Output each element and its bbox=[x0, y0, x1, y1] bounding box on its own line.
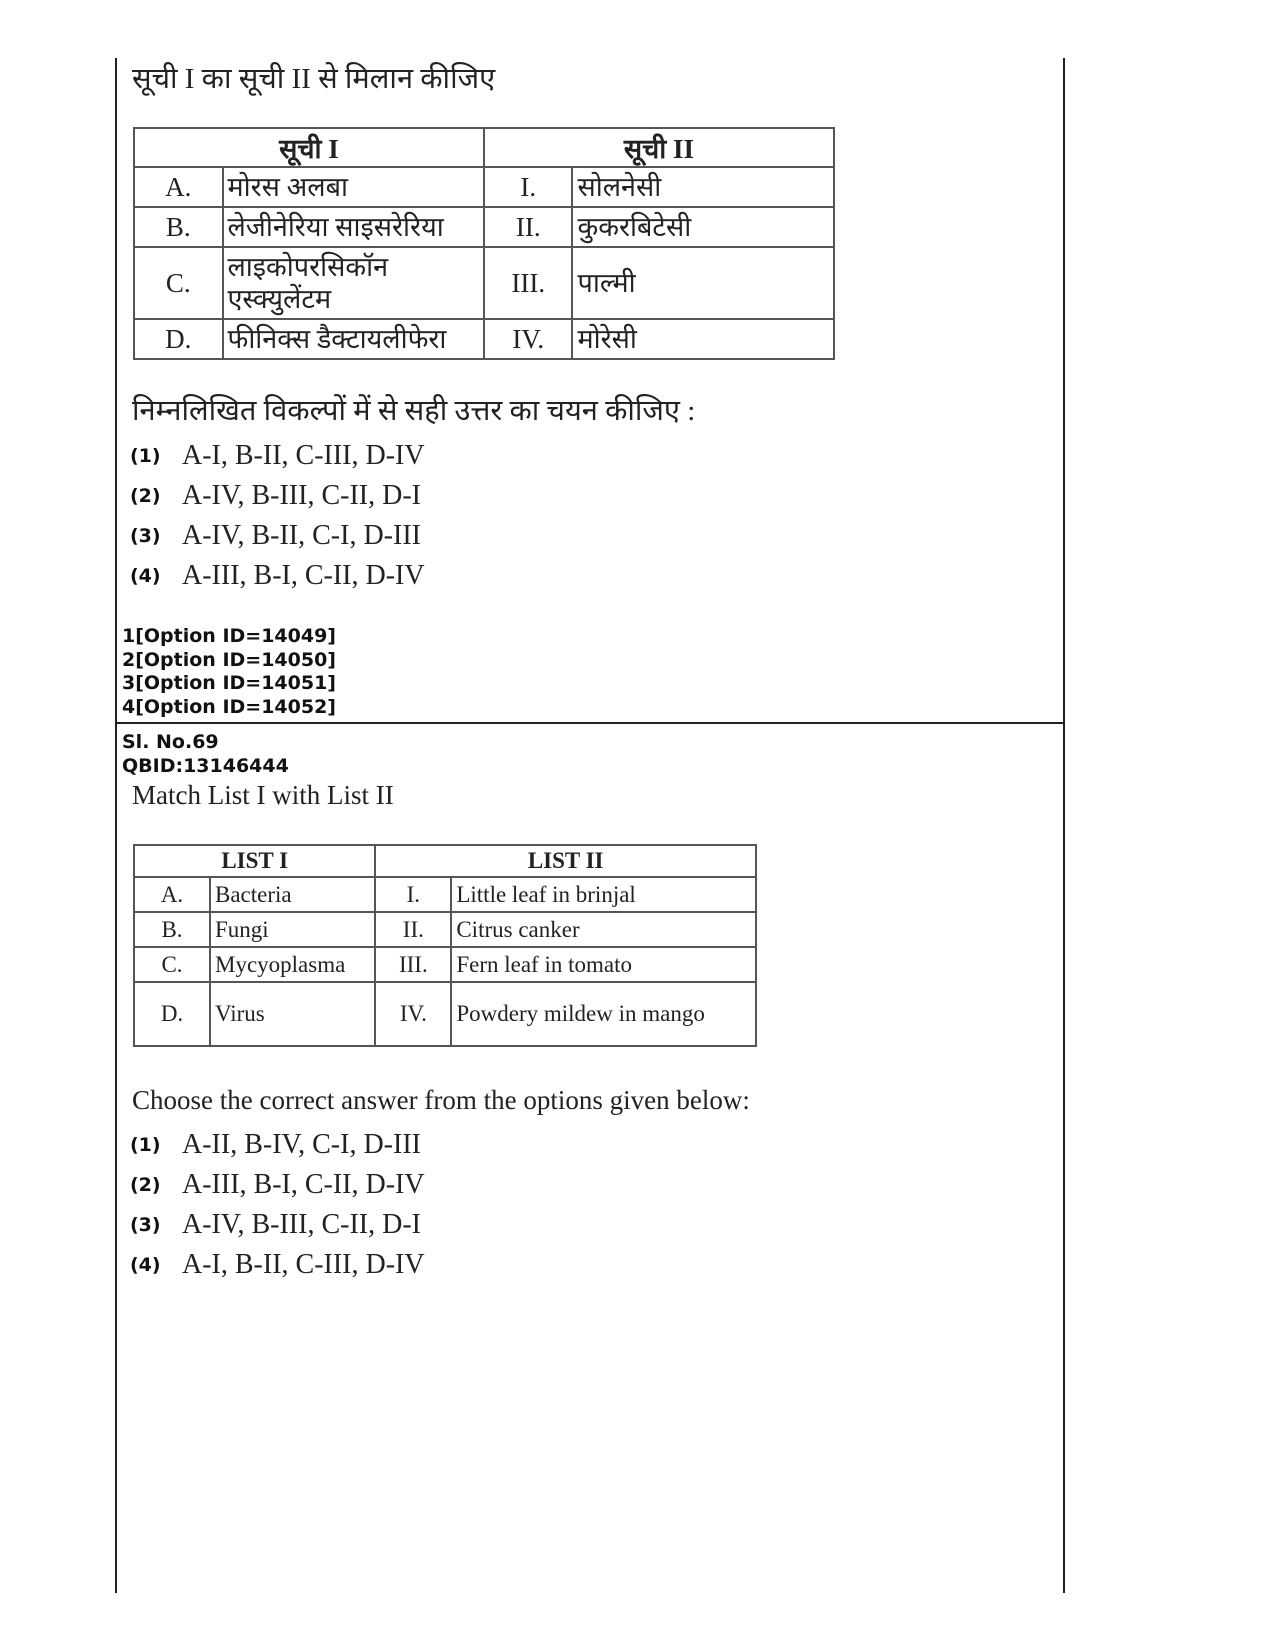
option-text: A-III, B-I, C-II, D-IV bbox=[182, 560, 425, 591]
table-header-row bbox=[134, 845, 756, 877]
option-2[interactable] bbox=[130, 1165, 425, 1205]
list-2-label: IV. bbox=[484, 319, 573, 359]
list-2-header: LIST II bbox=[375, 845, 756, 877]
table-row bbox=[134, 207, 834, 247]
option-number: (2) bbox=[130, 1174, 161, 1196]
list-2-label: II. bbox=[484, 207, 573, 247]
list-1-label: D. bbox=[134, 982, 210, 1046]
option-text: A-III, B-I, C-II, D-IV bbox=[182, 1169, 425, 1200]
list-2-item: सोलनेसी bbox=[572, 167, 834, 207]
q68-options bbox=[130, 436, 425, 596]
list-1-item: Mycyoplasma bbox=[210, 947, 375, 982]
option-id: 2[Option ID=14050] bbox=[122, 648, 336, 671]
q68-instruction: सूची I का सूची II से मिलान कीजिए bbox=[132, 63, 496, 95]
list-1-label: B. bbox=[134, 912, 210, 947]
q68-choose-text: निम्नलिखित विकल्पों में से सही उत्तर का चयन कीजिए : bbox=[132, 395, 696, 427]
list-1-item: लेजीनेरिया साइसरेरिया bbox=[223, 207, 484, 247]
list-2-label: III. bbox=[375, 947, 451, 982]
table-header-row bbox=[134, 128, 834, 167]
table-row bbox=[134, 877, 756, 912]
qbid: QBID:13146444 bbox=[122, 754, 289, 777]
list-2-item: मोरेसी bbox=[572, 319, 834, 359]
table-row bbox=[134, 947, 756, 982]
list-1-label: C. bbox=[134, 247, 223, 319]
option-id: 3[Option ID=14051] bbox=[122, 672, 336, 694]
option-number: (3) bbox=[130, 1214, 161, 1236]
list-2-item: Citrus canker bbox=[451, 912, 756, 947]
table-row bbox=[134, 982, 756, 1046]
option-text: A-I, B-II, C-III, D-IV bbox=[182, 1249, 425, 1280]
q68-match-table bbox=[133, 127, 835, 360]
option-text: A-I, B-II, C-III, D-IV bbox=[182, 440, 425, 471]
option-3[interactable] bbox=[130, 516, 425, 556]
option-2[interactable] bbox=[130, 476, 425, 516]
table-row bbox=[134, 247, 834, 319]
list-2-label: IV. bbox=[375, 982, 451, 1046]
serial-number: Sl. No.69 bbox=[122, 731, 219, 753]
list-1-label: C. bbox=[134, 947, 210, 982]
option-text: A-IV, B-II, C-I, D-III bbox=[182, 520, 421, 551]
list-2-item: Powdery mildew in mango bbox=[451, 982, 756, 1046]
list-1-label: B. bbox=[134, 207, 223, 247]
list-1-item: लाइकोपरसिकॉन एस्क्युलेंटम bbox=[223, 247, 484, 319]
option-3[interactable] bbox=[130, 1205, 425, 1245]
list-2-label: I. bbox=[375, 877, 451, 912]
option-1[interactable] bbox=[130, 436, 425, 476]
option-id: 1[Option ID=14049] bbox=[122, 625, 336, 647]
option-text: A-II, B-IV, C-I, D-III bbox=[182, 1129, 421, 1160]
list-1-item: Virus bbox=[210, 982, 375, 1046]
list-1-header: LIST I bbox=[134, 845, 375, 877]
option-id: 4[Option ID=14052] bbox=[122, 695, 336, 718]
option-number: (4) bbox=[130, 565, 161, 587]
option-number: (1) bbox=[130, 1134, 161, 1156]
option-text: A-IV, B-III, C-II, D-I bbox=[182, 480, 421, 511]
question-divider bbox=[115, 722, 1065, 724]
option-number: (4) bbox=[130, 1254, 161, 1276]
table-row bbox=[134, 912, 756, 947]
list-1-header: सूची I bbox=[134, 128, 484, 167]
q69-match-table bbox=[133, 844, 757, 1047]
q68-option-ids bbox=[122, 625, 336, 719]
list-2-item: Little leaf in brinjal bbox=[451, 877, 756, 912]
list-2-label: I. bbox=[484, 167, 573, 207]
list-1-label: A. bbox=[134, 167, 223, 207]
q69-instruction: Match List I with List II bbox=[132, 780, 394, 810]
page-border-left bbox=[115, 58, 117, 1593]
q69-options bbox=[130, 1125, 425, 1285]
table-row bbox=[134, 167, 834, 207]
q69-choose-text: Choose the correct answer from the options given below: bbox=[132, 1085, 750, 1115]
table-row bbox=[134, 319, 834, 359]
list-1-item: Bacteria bbox=[210, 877, 375, 912]
option-text: A-IV, B-III, C-II, D-I bbox=[182, 1209, 421, 1240]
list-1-label: A. bbox=[134, 877, 210, 912]
option-4[interactable] bbox=[130, 1245, 425, 1285]
option-number: (1) bbox=[130, 445, 161, 467]
option-4[interactable] bbox=[130, 556, 425, 596]
q69-meta bbox=[122, 731, 289, 778]
list-2-item: कुकरबिटेसी bbox=[572, 207, 834, 247]
list-2-item: पाल्मी bbox=[572, 247, 834, 319]
list-2-header: सूची II bbox=[484, 128, 834, 167]
list-1-label: D. bbox=[134, 319, 223, 359]
option-number: (2) bbox=[130, 485, 161, 507]
list-2-label: II. bbox=[375, 912, 451, 947]
list-1-item: फीनिक्स डैक्टायलीफेरा bbox=[223, 319, 484, 359]
list-2-label: III. bbox=[484, 247, 573, 319]
page-border-right bbox=[1063, 58, 1065, 1593]
list-2-item: Fern leaf in tomato bbox=[451, 947, 756, 982]
option-number: (3) bbox=[130, 525, 161, 547]
list-1-item: Fungi bbox=[210, 912, 375, 947]
option-1[interactable] bbox=[130, 1125, 425, 1165]
list-1-item: मोरस अलबा bbox=[223, 167, 484, 207]
